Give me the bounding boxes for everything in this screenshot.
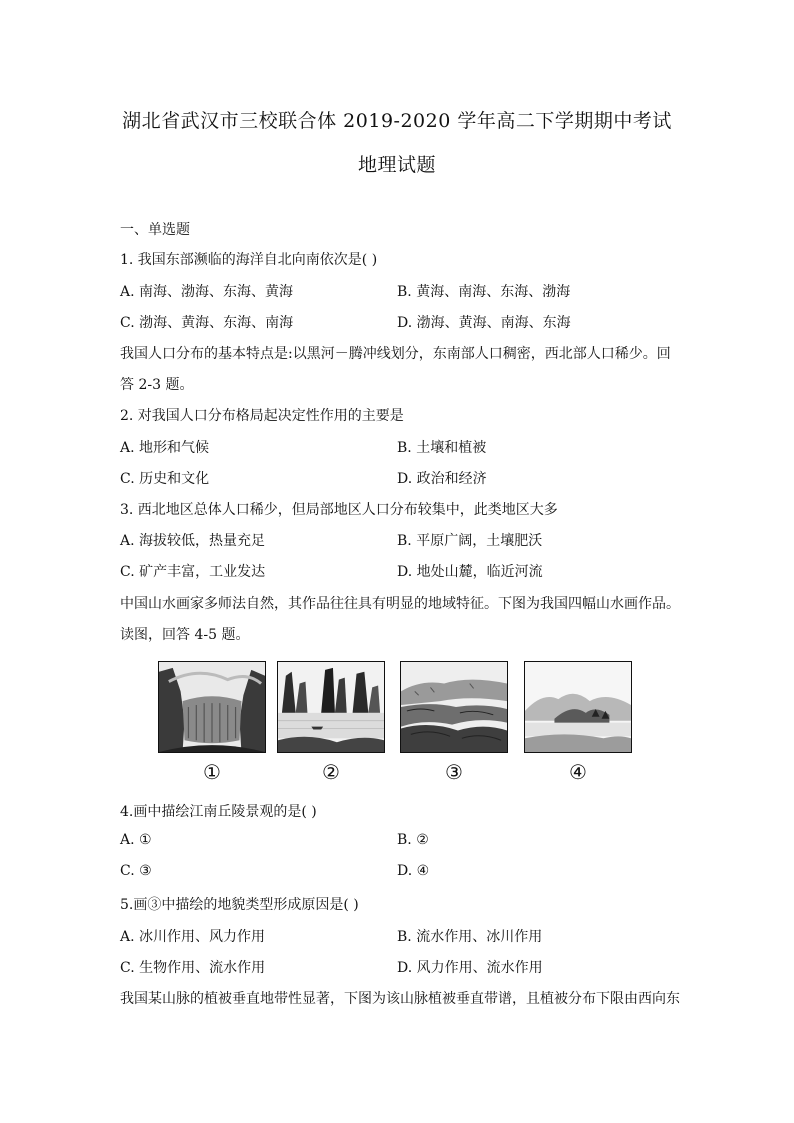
section-heading: 一、单选题 xyxy=(120,222,190,238)
q2-option-c: C. 历史和文化 xyxy=(120,471,210,487)
intro-2-3-line1: 我国人口分布的基本特点是:以黑河－腾冲线划分，东南部人口稠密，西北部人口稀少。回 xyxy=(120,346,671,362)
q4-option-d: D. ④ xyxy=(397,863,430,879)
intro-4-5-line2: 读图，回答 4-5 题。 xyxy=(120,627,250,643)
painting-label-2: ② xyxy=(322,760,340,784)
q5-option-c: C. 生物作用、流水作用 xyxy=(120,960,266,976)
q1-option-a: A. 南海、渤海、东海、黄海 xyxy=(120,284,294,300)
q2-option-d: D. 政治和经济 xyxy=(397,471,487,487)
painting-2-karst xyxy=(277,661,385,753)
painting-label-1: ① xyxy=(203,760,221,784)
q2-stem: 2. 对我国人口分布格局起决定性作用的主要是 xyxy=(120,408,404,424)
q2-option-b: B. 土壤和植被 xyxy=(397,440,487,456)
q4-option-b: B. ② xyxy=(397,832,429,848)
painting-label-3: ③ xyxy=(445,760,463,784)
document-title: 湖北省武汉市三校联合体 2019-2020 学年高二下学期期中考试 xyxy=(122,110,672,132)
q5-option-a: A. 冰川作用、风力作用 xyxy=(120,929,266,945)
q1-option-d: D. 渤海、黄海、南海、东海 xyxy=(397,315,571,331)
q2-option-a: A. 地形和气候 xyxy=(120,440,210,456)
q1-stem: 1. 我国东部濒临的海洋自北向南依次是( ) xyxy=(120,252,378,268)
intro-2-3-line2: 答 2-3 题。 xyxy=(120,377,194,393)
q1-option-c: C. 渤海、黄海、东海、南海 xyxy=(120,315,294,331)
painting-1-cliffs xyxy=(158,661,266,753)
intro-6-line1: 我国某山脉的植被垂直地带性显著，下图为该山脉植被垂直带谱，且植被分布下限由西向东 xyxy=(120,991,680,1007)
q4-stem: 4.画中描绘江南丘陵景观的是( ) xyxy=(120,804,317,820)
q3-option-b: B. 平原广阔，土壤肥沃 xyxy=(397,533,543,549)
q3-stem: 3. 西北地区总体人口稀少，但局部地区人口分布较集中，此类地区大多 xyxy=(120,502,558,518)
q5-stem: 5.画③中描绘的地貌类型形成原因是( ) xyxy=(120,897,359,913)
painting-3-loess xyxy=(400,661,508,753)
painting-label-4: ④ xyxy=(569,760,587,784)
q3-option-d: D. 地处山麓，临近河流 xyxy=(397,564,543,580)
q3-option-a: A. 海拔较低，热量充足 xyxy=(120,533,266,549)
q1-option-b: B. 黄海、南海、东海、渤海 xyxy=(397,284,571,300)
q4-option-c: C. ③ xyxy=(120,863,152,879)
intro-4-5-line1: 中国山水画家多师法自然，其作品往往具有明显的地域特征。下图为我国四幅山水画作品。 xyxy=(120,596,680,612)
q5-option-d: D. 风力作用、流水作用 xyxy=(397,960,543,976)
q3-option-c: C. 矿产丰富，工业发达 xyxy=(120,564,266,580)
q4-option-a: A. ① xyxy=(120,832,152,848)
painting-4-hills xyxy=(524,661,632,753)
document-subtitle: 地理试题 xyxy=(357,154,436,176)
q5-option-b: B. 流水作用、冰川作用 xyxy=(397,929,543,945)
